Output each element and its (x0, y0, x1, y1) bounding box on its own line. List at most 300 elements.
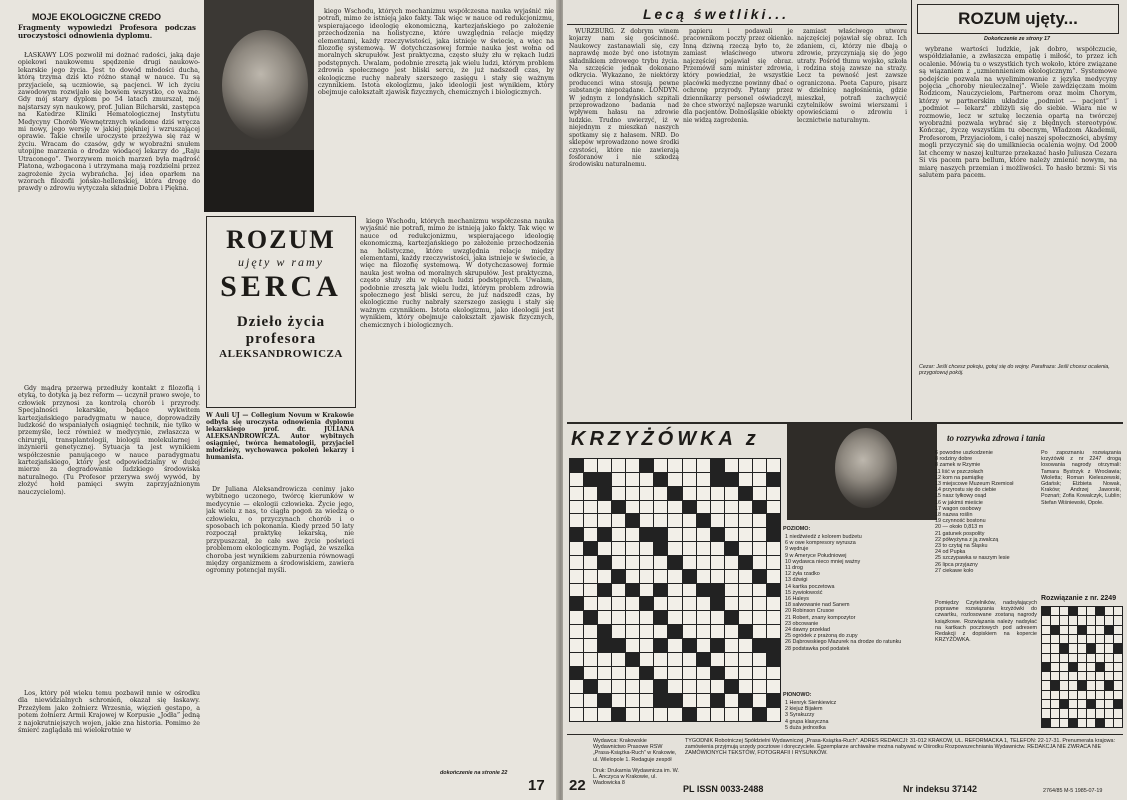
crossword-cell[interactable] (654, 625, 667, 638)
crossword-cell[interactable] (612, 473, 625, 486)
crossword-cell (654, 584, 667, 597)
crossword-cell[interactable] (640, 584, 653, 597)
feature-lead: W Auli UJ — Collegium Novum w Krakowie odbyła się uroczysta odnowienia dyplomu lekarskiego prof. dr. JULIANA ALEKSANDROWICZA. Autor wybitnych osiągnięć, twórca hematologii, przyjaciel młodzieży, wychowawca pokoleń lekarzy i humanista. (206, 412, 354, 461)
crossword-grid[interactable] (569, 458, 781, 722)
crossword-cell[interactable] (683, 611, 696, 624)
solution-cell (1078, 709, 1086, 717)
crossword-cell[interactable] (640, 680, 653, 693)
crossword-cell[interactable] (570, 514, 583, 527)
crossword-cell[interactable] (725, 708, 738, 721)
crossword-cell[interactable] (584, 667, 597, 680)
leca-rule (567, 24, 907, 25)
crossword-cell[interactable] (598, 459, 611, 472)
crossword-cell[interactable] (711, 556, 724, 569)
crossword-cell[interactable] (697, 542, 710, 555)
solution-cell (1114, 607, 1122, 615)
crossword-cell[interactable] (697, 708, 710, 721)
solution-cell (1114, 681, 1122, 689)
crossword-cell[interactable] (584, 459, 597, 472)
crossword-cell[interactable] (640, 570, 653, 583)
crossword-cell[interactable] (697, 625, 710, 638)
credo-paragraph-3: Los, który pół wieku temu pozbawił mnie w ośrodku dla niewidzialnych schronień, okazał się łaskawy. Przeżyłem jako żołnierz Wrzesnia, więzień gestapo, a potem żołnierz Armii Krajowej w Korpusie „Jodła” jedną z najokrutniejszych wojen, jakie zna historia. Pomimo że śmierć zaglądała mi wielokrotnie w (18, 690, 200, 735)
clue-item: 1 Henryk Sienkiewicz (785, 700, 837, 706)
crossword-cell[interactable] (598, 667, 611, 680)
solution-cell (1078, 681, 1086, 689)
crossword-cell[interactable] (626, 680, 639, 693)
crossword-cell[interactable] (612, 514, 625, 527)
credo-column-3 (18, 690, 200, 795)
crossword-cell[interactable] (640, 501, 653, 514)
clue-item: 6 w owe kompresory wyrusza (785, 540, 856, 547)
crossword-cell[interactable] (570, 501, 583, 514)
crossword-cell[interactable] (725, 514, 738, 527)
solution-cell (1114, 672, 1122, 680)
crossword-cell[interactable] (739, 473, 752, 486)
crossword-cell[interactable] (767, 597, 780, 610)
crossword-cell (598, 625, 611, 638)
crossword-cell[interactable] (753, 597, 766, 610)
crossword-cell[interactable] (598, 542, 611, 555)
crossword-cell[interactable] (711, 514, 724, 527)
crossword-cell[interactable] (725, 459, 738, 472)
crossword-cell[interactable] (640, 653, 653, 666)
crossword-cell[interactable] (668, 459, 681, 472)
crossword-cell (570, 459, 583, 472)
crossword-cell (654, 694, 667, 707)
solution-cell (1087, 644, 1095, 652)
crossword-cell[interactable] (711, 487, 724, 500)
crossword-cell[interactable] (612, 653, 625, 666)
clue-item: 28 podstawka pod podatek (785, 645, 850, 652)
crossword-cell[interactable] (753, 528, 766, 541)
crossword-cell[interactable] (612, 680, 625, 693)
crossword-cell[interactable] (767, 680, 780, 693)
crossword-cell[interactable] (654, 570, 667, 583)
crossword-cell[interactable] (739, 570, 752, 583)
crossword-cell[interactable] (640, 694, 653, 707)
crossword-cell[interactable] (683, 680, 696, 693)
rozum-paragraph: wybrane wartości ludzkie, jak dobro, współczucie, współdziałanie, a zwłaszcza empatię i miłość, to przez ich ocalenie. Mówią tu o wszystkich tych wokoło, które związane są wiązaniem z „uzmiennieniem ekologicznym”. Systemowe podejście pozwala na wyeliminowanie z języka medycyny pojęcia „choroby nieuleczalnej”. Wiele zawdzięczam moim Rodzicom, Nauczycielom, Partnerom oraz moim Chorym, którzy w partnerskim układzie „podmiot — pacjent” i „podmiot — lekarz” zbliżyli się do siebie. Wiara nie w rozmowie, lecz w sztukę leczenia opartą na twórczej wyobraźni pozwala wybrać się z błędnych stereotypów. Kończąc, życzę wszystkim tu obecnym, Władzom Akademii, Profesorom, Przyjaciołom, i całej naszej społeczności, abyśmy mogli przyczynić się do umilkniecia ocalenia wojny. Od 2000 lat chcemy w naszej kulturze przekazać hasło Juliusza Cezara Si vis pacem para bellum, które należy zmienić nowym, na miarę naszych przemian i możliwości. To hasło brzmi: Si vis salutem para pacem. (919, 46, 1117, 179)
solution-cell (1051, 719, 1059, 727)
clue-item: 22 półwyżyna z ją zwalczą (935, 536, 999, 543)
solution-cell (1087, 626, 1095, 634)
solution-cell (1105, 700, 1113, 708)
crossword-cell (640, 459, 653, 472)
crossword-cell[interactable] (683, 694, 696, 707)
crossword-cell[interactable] (753, 459, 766, 472)
crossword-cell[interactable] (640, 611, 653, 624)
solution-cell (1096, 691, 1104, 699)
solution-cell (1105, 672, 1113, 680)
crossword-cell[interactable] (570, 542, 583, 555)
crossword-cell[interactable] (584, 584, 597, 597)
page-number-right: 22 (569, 777, 586, 794)
crossword-cell (683, 639, 696, 652)
crossword-cell[interactable] (753, 584, 766, 597)
crossword-cell[interactable] (654, 459, 667, 472)
crossword-cell[interactable] (668, 611, 681, 624)
crossword-cell (612, 708, 625, 721)
crossword-cell[interactable] (668, 653, 681, 666)
crossword-cell (697, 653, 710, 666)
crossword-cell[interactable] (612, 597, 625, 610)
crossword-cell[interactable] (570, 639, 583, 652)
crossword-cell[interactable] (725, 556, 738, 569)
crossword-cell[interactable] (711, 680, 724, 693)
crossword-cell (598, 639, 611, 652)
solution-cell (1060, 607, 1068, 615)
crossword-cell[interactable] (668, 639, 681, 652)
crossword-cell[interactable] (668, 667, 681, 680)
pionowo-heading: PIONOWO: (783, 692, 812, 698)
crossword-cell (668, 556, 681, 569)
crossword-cell[interactable] (654, 501, 667, 514)
solution-cell (1060, 654, 1068, 662)
crossword-cell[interactable] (584, 528, 597, 541)
crossword-cell[interactable] (626, 708, 639, 721)
crossword-cell[interactable] (668, 514, 681, 527)
crossword-cell[interactable] (570, 653, 583, 666)
crossword-cell[interactable] (570, 611, 583, 624)
crossword-cell[interactable] (668, 501, 681, 514)
crossword-cell[interactable] (584, 597, 597, 610)
crossword-cell[interactable] (570, 625, 583, 638)
crossword-cell[interactable] (739, 680, 752, 693)
solution-cell (1060, 700, 1068, 708)
crossword-cell[interactable] (598, 708, 611, 721)
crossword-cell[interactable] (612, 528, 625, 541)
crossword-cell[interactable] (668, 708, 681, 721)
crossword-cell[interactable] (584, 514, 597, 527)
solution-cell (1069, 616, 1077, 624)
crossword-cell[interactable] (683, 625, 696, 638)
solution-cell (1069, 654, 1077, 662)
crossword-cell[interactable] (598, 514, 611, 527)
crossword-cell (598, 528, 611, 541)
crossword-cell[interactable] (697, 570, 710, 583)
crossword-cell (598, 473, 611, 486)
crossword-cell[interactable] (626, 473, 639, 486)
crossword-cell[interactable] (697, 473, 710, 486)
crossword-cell[interactable] (753, 556, 766, 569)
crossword-cell[interactable] (584, 556, 597, 569)
crossword-cell[interactable] (640, 556, 653, 569)
crossword-cell[interactable] (753, 667, 766, 680)
crossword-cell[interactable] (697, 667, 710, 680)
crossword-cell[interactable] (739, 501, 752, 514)
solution-cell (1051, 691, 1059, 699)
crossword-cell[interactable] (654, 597, 667, 610)
crossword-cell[interactable] (612, 487, 625, 500)
crossword-cell[interactable] (640, 708, 653, 721)
crossword-cell (626, 584, 639, 597)
rozum-title-box (917, 4, 1119, 34)
crossword-cell[interactable] (739, 611, 752, 624)
crossword-cell (767, 584, 780, 597)
crossword-cell[interactable] (753, 680, 766, 693)
solution-cell (1069, 644, 1077, 652)
crossword-cell[interactable] (711, 542, 724, 555)
crossword-cell[interactable] (654, 487, 667, 500)
crossword-cell[interactable] (697, 597, 710, 610)
crossword-cell[interactable] (739, 653, 752, 666)
crossword-cell[interactable] (697, 487, 710, 500)
crossword-cell[interactable] (584, 708, 597, 721)
crossword-cell (668, 625, 681, 638)
crossword-cell[interactable] (570, 570, 583, 583)
crossword-cell[interactable] (626, 625, 639, 638)
clue-item: 24 od Pupka (935, 549, 966, 556)
crossword-cell[interactable] (570, 584, 583, 597)
crossword-cell[interactable] (598, 570, 611, 583)
crossword-cell[interactable] (683, 528, 696, 541)
crossword-cell[interactable] (711, 708, 724, 721)
crossword-cell[interactable] (725, 694, 738, 707)
crossword-cell[interactable] (584, 639, 597, 652)
leca-column-3 (797, 28, 907, 418)
crossword-cell[interactable] (739, 639, 752, 652)
crossword-cell[interactable] (570, 680, 583, 693)
crossword-cell[interactable] (683, 514, 696, 527)
crossword-cell[interactable] (584, 625, 597, 638)
crossword-cell[interactable] (626, 611, 639, 624)
crossword-cell[interactable] (668, 584, 681, 597)
solution-cell (1042, 654, 1050, 662)
crossword-cell (668, 487, 681, 500)
crossword-cell[interactable] (612, 611, 625, 624)
crossword-cell[interactable] (640, 639, 653, 652)
crossword-cell[interactable] (584, 501, 597, 514)
crossword-cell[interactable] (711, 501, 724, 514)
solution-cell (1060, 663, 1068, 671)
crossword-cell[interactable] (570, 487, 583, 500)
solution-cell (1105, 616, 1113, 624)
crossword-cell[interactable] (739, 459, 752, 472)
solution-cell (1060, 709, 1068, 717)
crossword-cell[interactable] (612, 459, 625, 472)
index-number: Nr indeksu 37142 (903, 784, 978, 794)
crossword-cell[interactable] (739, 514, 752, 527)
crossword-cell[interactable] (584, 694, 597, 707)
crossword-cell[interactable] (767, 542, 780, 555)
crossword-cell[interactable] (626, 459, 639, 472)
clue-item: 23 obcowanie (785, 620, 819, 627)
crossword-cell[interactable] (570, 473, 583, 486)
issn: PL ISSN 0033-2488 (683, 784, 764, 794)
crossword-cell[interactable] (626, 487, 639, 500)
solution-cell (1069, 635, 1077, 643)
crossword-cell[interactable] (640, 625, 653, 638)
crossword-cell[interactable] (612, 667, 625, 680)
crossword-cell[interactable] (584, 487, 597, 500)
crossword-cell[interactable] (753, 611, 766, 624)
solution-cell (1069, 709, 1077, 717)
crossword-cell[interactable] (697, 680, 710, 693)
crossword-cell[interactable] (753, 473, 766, 486)
crossword-cell (654, 611, 667, 624)
crossword-cell[interactable] (570, 556, 583, 569)
crossword-cell[interactable] (640, 514, 653, 527)
crossword-cell[interactable] (753, 514, 766, 527)
crossword-cell[interactable] (753, 487, 766, 500)
crossword-cell[interactable] (767, 611, 780, 624)
crossword-cell[interactable] (683, 473, 696, 486)
solution-cell (1069, 607, 1077, 615)
crossword-cell[interactable] (598, 680, 611, 693)
solution-cell (1078, 691, 1086, 699)
crossword-cell[interactable] (626, 667, 639, 680)
crossword-cell (683, 708, 696, 721)
solution-cell (1096, 719, 1104, 727)
crossword-cell[interactable] (767, 501, 780, 514)
crossword-cell[interactable] (654, 653, 667, 666)
crossword-cell[interactable] (767, 487, 780, 500)
crossword-cell[interactable] (640, 542, 653, 555)
crossword-cell[interactable] (626, 542, 639, 555)
crossword-cell[interactable] (683, 653, 696, 666)
crossword-cell[interactable] (626, 597, 639, 610)
crossword-cell[interactable] (767, 556, 780, 569)
crossword-cell[interactable] (725, 653, 738, 666)
crossword-cell[interactable] (739, 667, 752, 680)
credo-heading: MOJE EKOLOGICZNE CREDO (32, 12, 162, 22)
crossword-cell[interactable] (626, 556, 639, 569)
crossword-cell[interactable] (767, 625, 780, 638)
solution-cell (1051, 709, 1059, 717)
crossword-cell[interactable] (753, 625, 766, 638)
crossword-cell[interactable] (697, 528, 710, 541)
crossword-cell[interactable] (739, 528, 752, 541)
crossword-cell[interactable] (570, 708, 583, 721)
crossword-cell[interactable] (697, 611, 710, 624)
crossword-cell[interactable] (668, 473, 681, 486)
crossword-cell[interactable] (683, 584, 696, 597)
crossword-cell[interactable] (711, 625, 724, 638)
crossword-cell[interactable] (612, 542, 625, 555)
center-paragraph-top: kiego Wschodu, których mechanizmu współczesna nauka wyjaśnić nie potrafi, mimo że istnieją jako fakty. Tak więc w nauce od redukcjonizmu, wspierającego ideologię ekonomiczną, kartezjańskiego po założenie przechodzenia na holistyczne, które uwzględnia relacje między elementami, każdy rzeczywistości, jaka istnieje w świecie, a więc na filozofię systemową. W dotychczasowej formie nauka jest wołna od moralnych skrupułów. Jest praktyczna, często służy złu w rękach ludzi podstępnych. Uwalam, podobnie zresztą jak wielu ludzi, którym problem zdrowia społecznego jest bliski sercu, że już nadszedł czas, by ekologiczne ruchy nabrały szerszego zasięgu i stały się ważnym czynnikiem. Istota ekologizmu, jako ideologii jest wynikiem, który obejmuje całokształt zjawisk fizycznych, chemicznych i biologicznych. (318, 8, 554, 97)
crossword-cell[interactable] (683, 487, 696, 500)
crossword-cell[interactable] (598, 611, 611, 624)
crossword-cell[interactable] (767, 708, 780, 721)
rozum-footnote: Cezar: Jeśli chcesz pokoju, gotuj się do wojny. Parafraza: Jeśli chcesz ocalenia, przygotowuj pokój. (919, 364, 1110, 377)
crossword-cell (683, 501, 696, 514)
crossword-cell (725, 542, 738, 555)
feature-sub-dzielo: Dzieło życia (236, 314, 326, 330)
crossword-cell[interactable] (640, 473, 653, 486)
crossword-cell[interactable] (767, 667, 780, 680)
crossword-cell[interactable] (626, 501, 639, 514)
crossword-cell[interactable] (725, 570, 738, 583)
clue-item: 14 kartka poczetowa (785, 583, 835, 590)
crossword-cell (711, 597, 724, 610)
crossword-cell[interactable] (711, 611, 724, 624)
crossword-cell[interactable] (612, 625, 625, 638)
crossword-cell[interactable] (753, 653, 766, 666)
crossword-cell[interactable] (739, 597, 752, 610)
crossword-cell[interactable] (612, 694, 625, 707)
crossword-cell[interactable] (626, 528, 639, 541)
crossword-cell[interactable] (739, 708, 752, 721)
crossword-cell[interactable] (697, 501, 710, 514)
solution-cell (1087, 691, 1095, 699)
crossword-cell[interactable] (683, 542, 696, 555)
leca-paragraph-1: WÜRZBURG. Z dobrym winem kojarzy nam się gościnność. Naukowcy zastanawiali się, czy naprawdę może być ono istotnym składnikiem zdrowego trybu życia. Na szczęście jednak dokonano odkrycia. Wykazano, że niektórzy producenci wina stosują pewne substancje niepożądane. LONDYN. W jednym z londyńskich szpitali przeprowadzono badania nad wpływem hałasu na zdrowie ludzkie. Trudno uwierzyć, iż w niejednym z mieszkań naszych spotkamy się z hałasem. NRD. Do sklepów wprowadzono nowe środki czystości, które nie zawierają fosforanów i nie szkodzą środowisku naturalnemu. (569, 28, 679, 169)
crossword-cell[interactable] (668, 528, 681, 541)
crossword-cell[interactable] (668, 597, 681, 610)
crossword-cell[interactable] (725, 501, 738, 514)
crossword-cell[interactable] (725, 667, 738, 680)
crossword-cell[interactable] (711, 570, 724, 583)
crossword-cell[interactable] (598, 653, 611, 666)
solution-cell (1096, 700, 1104, 708)
solution-cell (1078, 663, 1086, 671)
crossword-cell[interactable] (654, 514, 667, 527)
solution-cell (1096, 644, 1104, 652)
crossword-cell[interactable] (626, 570, 639, 583)
crossword-cell[interactable] (697, 639, 710, 652)
crossword-cell[interactable] (640, 487, 653, 500)
crossword-cell[interactable] (697, 694, 710, 707)
crossword-cell[interactable] (598, 501, 611, 514)
pionowo-list (785, 700, 935, 731)
clue-item: 15 nasz tyłkowy osąd (935, 493, 987, 500)
crossword-cell[interactable] (753, 694, 766, 707)
crossword-cell[interactable] (668, 680, 681, 693)
solution-cell (1114, 663, 1122, 671)
crossword-cell[interactable] (739, 584, 752, 597)
crossword-cell[interactable] (753, 542, 766, 555)
crossword-cell[interactable] (711, 653, 724, 666)
crossword-cell[interactable] (683, 667, 696, 680)
crossword-cell[interactable] (767, 570, 780, 583)
crossword-cell[interactable] (654, 667, 667, 680)
crossword-cell[interactable] (668, 542, 681, 555)
crossword-cell[interactable] (654, 708, 667, 721)
crossword-cell[interactable] (767, 459, 780, 472)
crossword-cell[interactable] (725, 597, 738, 610)
crossword-cell[interactable] (584, 570, 597, 583)
crossword-cell[interactable] (683, 597, 696, 610)
crossword-cell[interactable] (739, 542, 752, 555)
crossword-cell[interactable] (626, 639, 639, 652)
crossword-cell[interactable] (570, 694, 583, 707)
crossword-cell[interactable] (668, 570, 681, 583)
crossword-cell[interactable] (697, 459, 710, 472)
crossword-cell[interactable] (584, 653, 597, 666)
crossword-cell[interactable] (683, 556, 696, 569)
crossword-cell[interactable] (598, 597, 611, 610)
clue-item: 25 szczypawka w naszym lesie (935, 555, 1010, 562)
crossword-cell[interactable] (725, 639, 738, 652)
crossword-cell[interactable] (725, 625, 738, 638)
crossword-cell[interactable] (612, 584, 625, 597)
crossword-cell[interactable] (725, 528, 738, 541)
solution-cell (1105, 644, 1113, 652)
crossword-cell[interactable] (654, 556, 667, 569)
clue-item: 27 ciekawe koło (935, 567, 974, 574)
crossword-cell[interactable] (626, 694, 639, 707)
crossword-cell (570, 667, 583, 680)
crossword-cell[interactable] (697, 556, 710, 569)
clue-item: 12 kom na pamiątkę (935, 474, 984, 481)
crossword-cell (640, 667, 653, 680)
crossword-cell[interactable] (683, 459, 696, 472)
clues-right-list (935, 450, 1037, 574)
crossword-cell[interactable] (612, 556, 625, 569)
crossword-cell (711, 473, 724, 486)
crossword-cell[interactable] (725, 487, 738, 500)
crossword-cell[interactable] (725, 584, 738, 597)
